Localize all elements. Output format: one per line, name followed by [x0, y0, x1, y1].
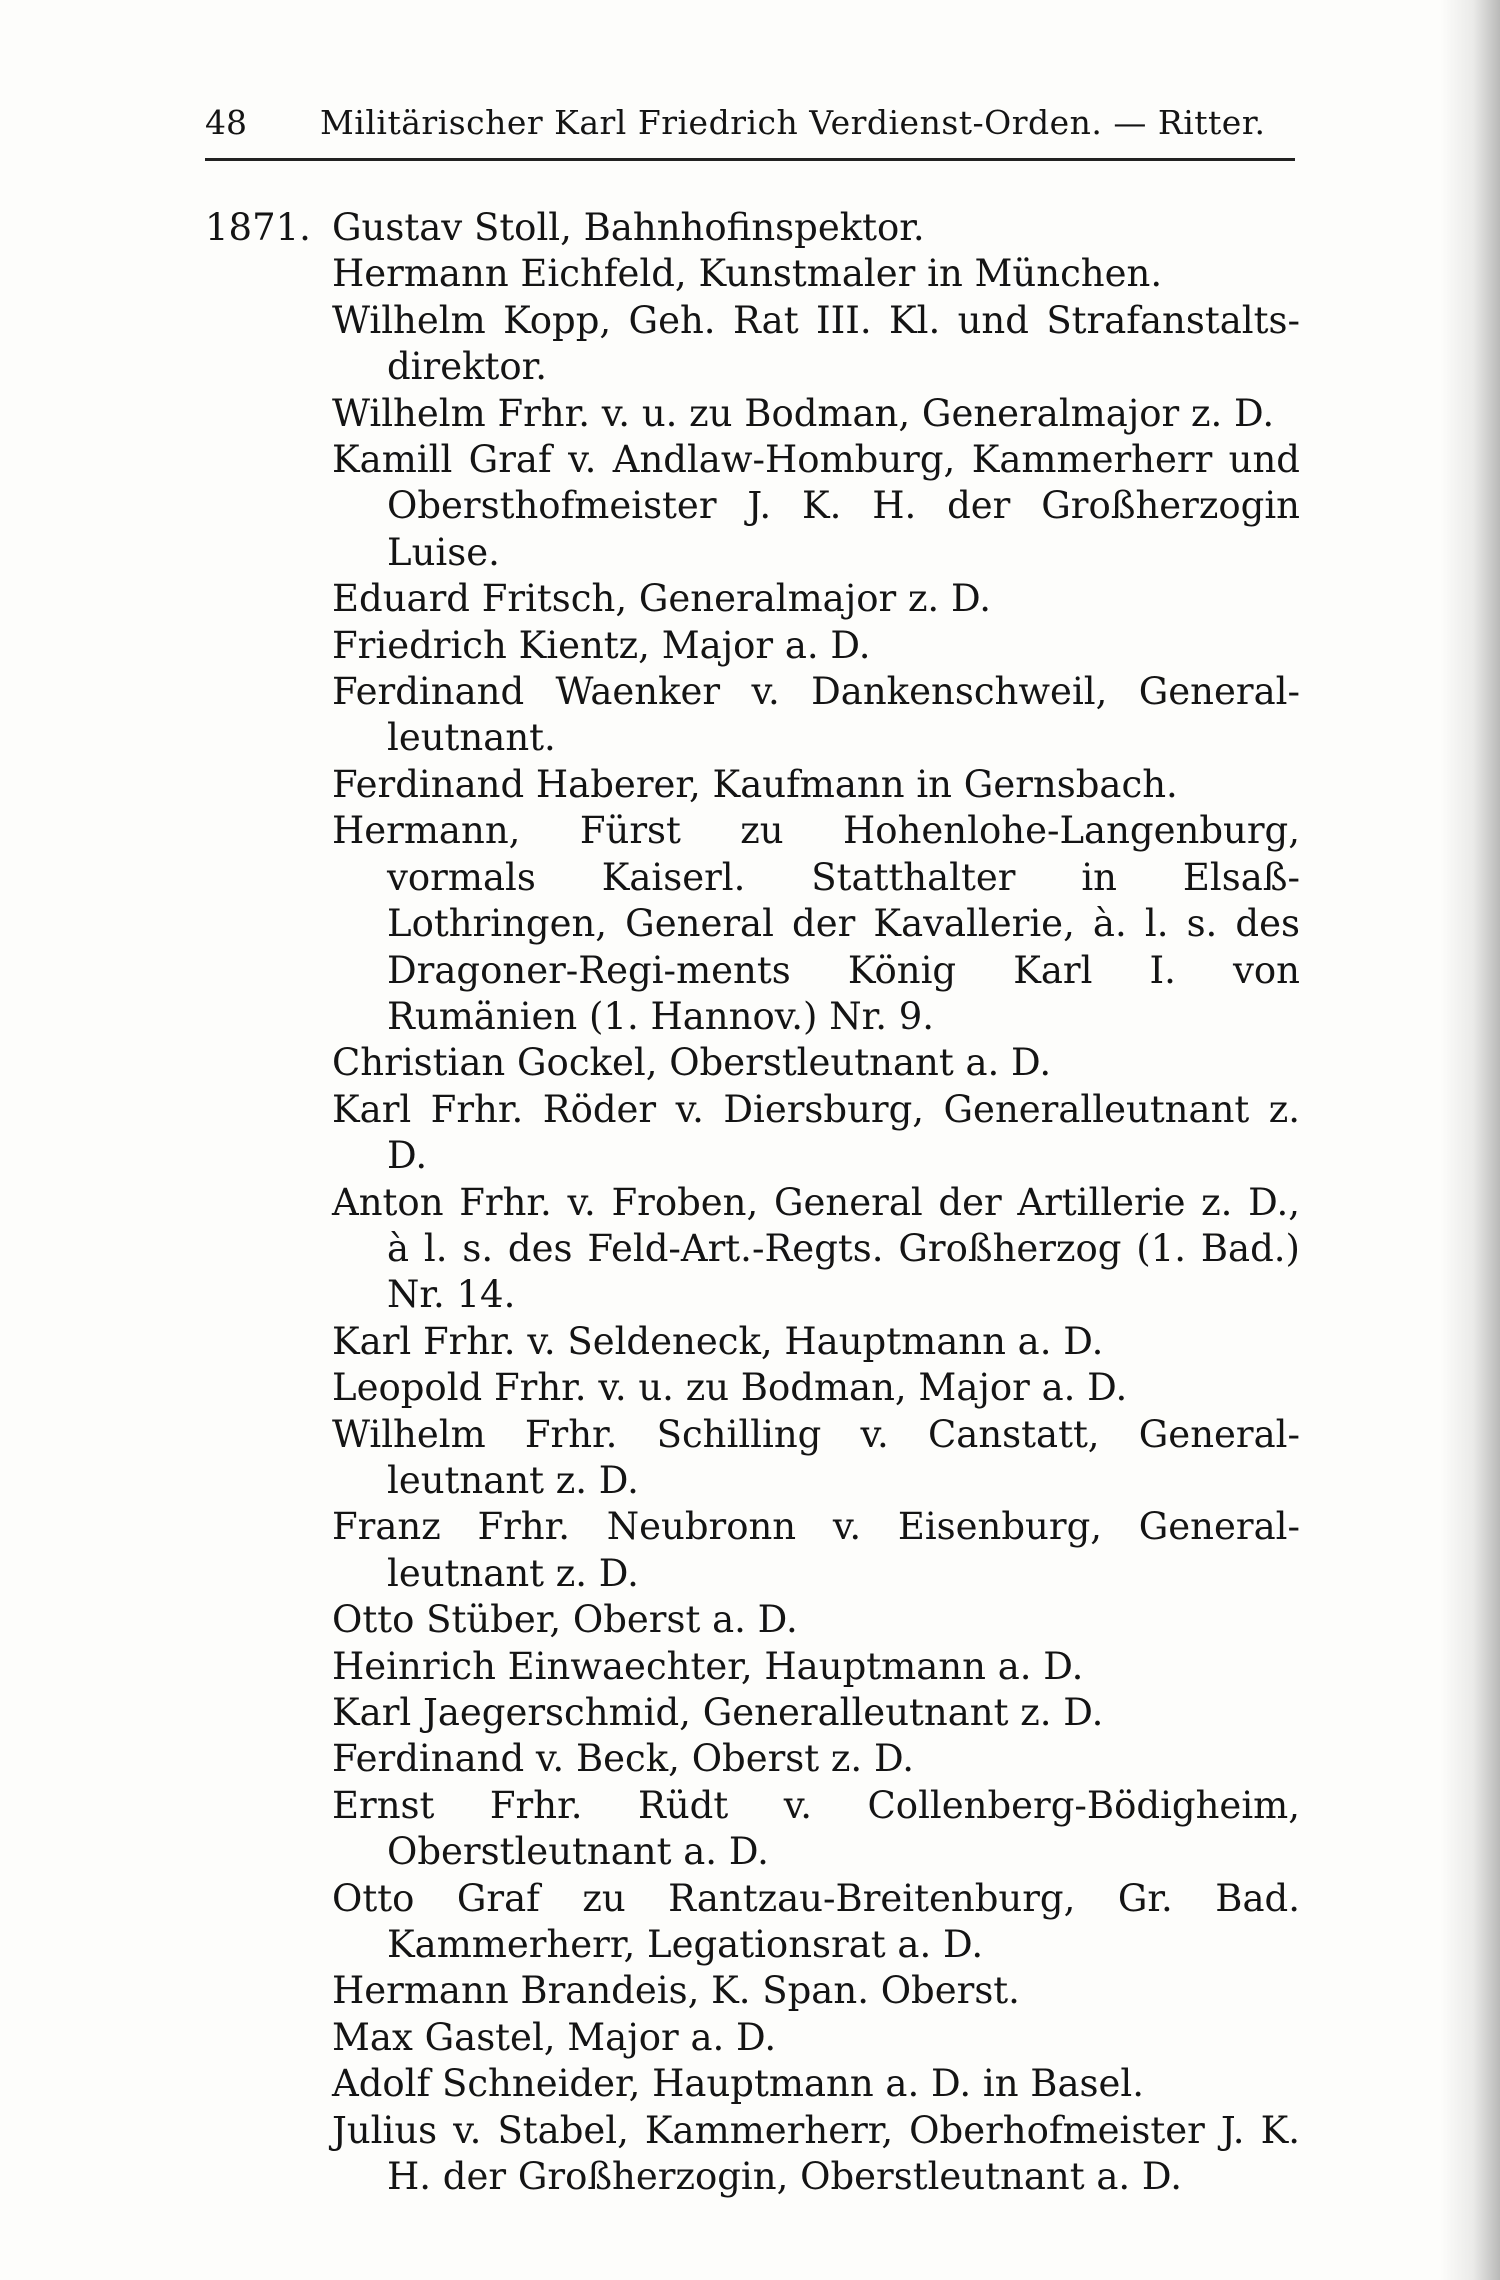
list-item: Otto Graf zu Rantzau-Breitenburg, Gr. Bad. Kammerherr, Legationsrat a. D.: [332, 1876, 1300, 1967]
running-title: Militärischer Karl Friedrich Verdienst-Orden. — Ritter.: [320, 103, 1266, 142]
entry-list: [205, 205, 1300, 2200]
list-item: Max Gastel, Major a. D.: [332, 2015, 777, 2059]
list-item: Anton Frhr. v. Froben, General der Artillerie z. D., à l. s. des Feld-Art.-Regts. Großherzog (1. Bad.) Nr. 14.: [332, 1180, 1300, 1317]
list-item: Adolf Schneider, Hauptmann a. D. in Basel.: [332, 2062, 1145, 2106]
list-item: Ferdinand Haberer, Kaufmann in Gernsbach.: [332, 762, 1178, 806]
list-item: Eduard Fritsch, Generalmajor z. D.: [332, 577, 992, 621]
list-item: Wilhelm Kopp, Geh. Rat III. Kl. und Strafanstalts-direktor.: [332, 298, 1300, 389]
page-edge-shadow: [1440, 0, 1500, 2280]
list-item: Hermann, Fürst zu Hohenlohe-Langenburg, vormals Kaiserl. Statthalter in Elsaß-Lothringen, General der Kavallerie, à. l. s. des Dragoner-Regi-ments König Karl I. von Rumänien (1. Hannov.) Nr. 9.: [332, 809, 1300, 1038]
list-item: Hermann Eichfeld, Kunstmaler in München.: [332, 252, 1163, 296]
page-number: 48: [205, 103, 247, 142]
list-item: Friedrich Kientz, Major a. D.: [332, 623, 871, 667]
list-item: Ferdinand v. Beck, Oberst z. D.: [332, 1737, 915, 1781]
list-item: Kamill Graf v. Andlaw-Homburg, Kammerherr und Obersthofmeister J. K. H. der Großherzogin Luise.: [332, 438, 1300, 574]
list-item: Wilhelm Frhr. v. u. zu Bodman, Generalmajor z. D.: [332, 391, 1275, 435]
list-item: Karl Jaegerschmid, Generalleutnant z. D.: [332, 1691, 1104, 1734]
list-item: Leopold Frhr. v. u. zu Bodman, Major a. D.: [332, 1366, 1128, 1410]
list-item: Hermann Brandeis, K. Span. Oberst.: [332, 1969, 1020, 2013]
list-item: Ferdinand Waenker v. Dankenschweil, General-leutnant.: [332, 670, 1300, 760]
list-item: Heinrich Einwaechter, Hauptmann a. D.: [332, 1644, 1084, 1688]
year-label: 1871.: [205, 206, 311, 249]
list-item: Ernst Frhr. Rüdt v. Collenberg-Bödigheim, Oberstleutnant a. D.: [332, 1783, 1300, 1874]
list-item: Julius v. Stabel, Kammerherr, Oberhofmeister J. K. H. der Großherzogin, Oberstleutnant a. D.: [332, 2108, 1300, 2199]
list-item: Christian Gockel, Oberstleutnant a. D.: [332, 1041, 1052, 1085]
list-item: Otto Stüber, Oberst a. D.: [332, 1598, 798, 1642]
list-item: Karl Frhr. v. Seldeneck, Hauptmann a. D.: [332, 1319, 1104, 1363]
list-item: Wilhelm Frhr. Schilling v. Canstatt, General-leutnant z. D.: [332, 1412, 1300, 1502]
list-item: Karl Frhr. Röder v. Diersburg, Generalleutnant z. D.: [332, 1087, 1300, 1178]
page-header: [205, 95, 1290, 155]
list-item: Franz Frhr. Neubronn v. Eisenburg, General-leutnant z. D.: [332, 1505, 1300, 1595]
list-item: Gustav Stoll, Bahnhofinspektor.: [332, 206, 925, 249]
header-rule: [205, 158, 1295, 161]
